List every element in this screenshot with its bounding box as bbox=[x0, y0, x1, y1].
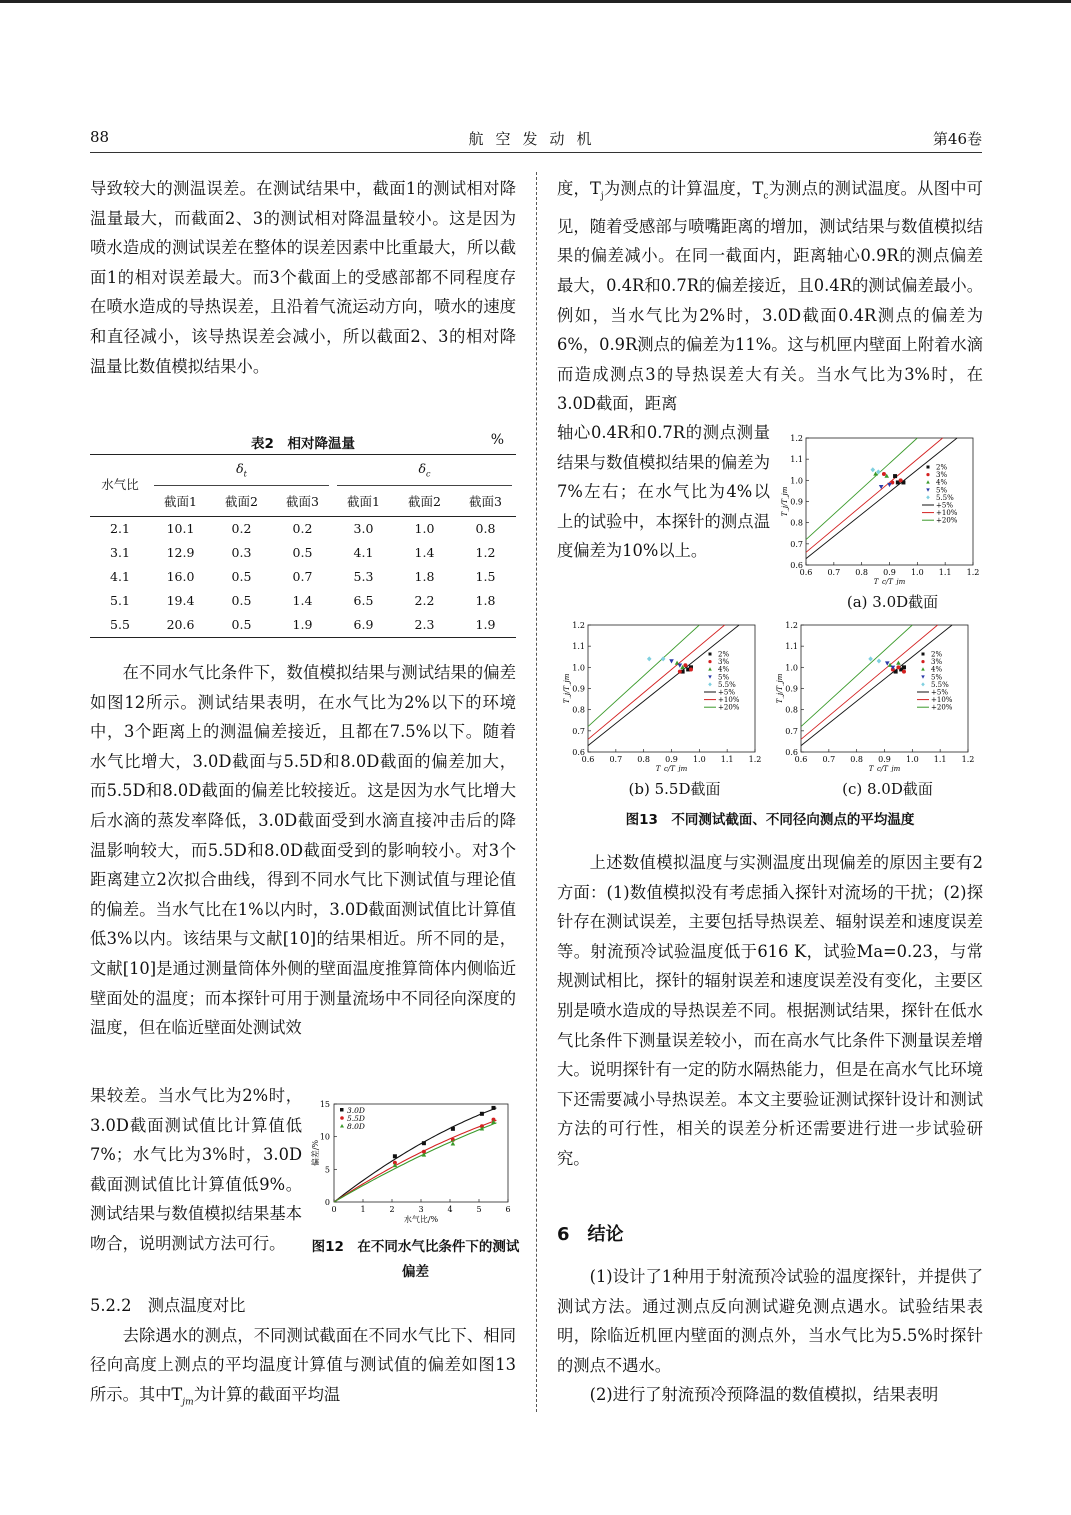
section-heading: 5.2.2 测点温度对比 bbox=[90, 1296, 246, 1315]
table-cell: 0.5 bbox=[231, 616, 252, 632]
figure-13a bbox=[778, 430, 983, 615]
left-column-wrap bbox=[90, 1081, 302, 1259]
x-tick-label: 0.7 bbox=[822, 755, 836, 764]
legend-label: 8.0D bbox=[347, 1122, 365, 1131]
right-column-3 bbox=[557, 1262, 983, 1410]
paragraph: 在不同水气比条件下，数值模拟结果与测试结果的偏差如图12所示。测试结果表明，在水气比为2%以下的环境中，3个距离上的测温偏差接近，且都在7.5%以下。随着水气比增大，3.0D截面与5.5D和8.0D截面的偏差加大，而5.5D和8.0D截面的偏差比较接近。这是因为水气比增大后水滴的蒸发率降低，3.0D截面受到水滴直接冲击后的降温影响较大，而5.5D和8.0D截面受到的影响较小。对3个距离建立2次拟合曲线，得到不同水气比下测试值与理论值的偏差。当水气比在1%以内时，3.0D截面测试值比计算值低3%以内。该结果与文献[10]的结果相近。所不同的是，文献[10]是通过测量筒体外侧的壁面温度推算筒体内侧临近壁面处的温度；而本探针可用于测量流场中不同径向深度的温度，但在临近壁面处测试效 bbox=[90, 663, 516, 1038]
table-cell: 0.8 bbox=[475, 520, 496, 536]
legend-marker bbox=[340, 1124, 344, 1128]
table-cell: 19.4 bbox=[166, 592, 195, 608]
x-tick-label: 0.7 bbox=[609, 755, 623, 764]
data-point bbox=[683, 663, 687, 667]
paragraph: 果较差。当水气比为2%时，3.0D截面测试值比计算值低7%；水气比为3%时，3.0D截面测试值比计算值低9%。测试结果与数值模拟结果基本吻合，说明测试方法可行。 bbox=[90, 1086, 302, 1253]
legend-label: +5% bbox=[718, 688, 735, 697]
data-point bbox=[647, 656, 652, 661]
y-tick-label: 0.8 bbox=[572, 705, 585, 715]
x-tick-label: 1.2 bbox=[966, 568, 980, 577]
data-point bbox=[882, 472, 886, 476]
paragraph: (2)进行了射流预冷预降温的数值模拟，结果表明 bbox=[589, 1385, 939, 1405]
legend-label: +20% bbox=[931, 703, 953, 712]
y-tick-label: 0 bbox=[324, 1198, 330, 1207]
y-tick-label: 0.8 bbox=[785, 705, 798, 715]
y-tick-label: 1.2 bbox=[785, 621, 798, 630]
x-tick-label: 4 bbox=[447, 1205, 453, 1214]
left-column-2 bbox=[90, 658, 516, 1043]
legend-marker bbox=[340, 1116, 344, 1120]
y-tick-label: 0.6 bbox=[790, 561, 803, 570]
legend-label: +20% bbox=[936, 516, 958, 525]
legend-marker bbox=[926, 480, 930, 483]
table-cell: 1.5 bbox=[475, 568, 496, 584]
data-point bbox=[876, 469, 881, 474]
table-cell: 0.3 bbox=[231, 544, 252, 560]
legend-marker bbox=[921, 675, 925, 678]
table-cell: 4.1 bbox=[110, 568, 130, 584]
y-axis-label: 偏差/% bbox=[311, 1139, 320, 1167]
y-axis-label: T_j/T_jm bbox=[563, 673, 571, 704]
legend-label: 5.5% bbox=[718, 680, 736, 689]
data-point bbox=[877, 658, 882, 663]
y-axis-label: T_j/T_jm bbox=[781, 486, 789, 517]
y-tick-label: 0.9 bbox=[790, 497, 803, 507]
left-column-3 bbox=[90, 1291, 516, 1418]
table-cell: 0.2 bbox=[231, 520, 252, 536]
header-delta-t: $\delta_t$ bbox=[154, 459, 329, 486]
legend-marker bbox=[708, 682, 712, 686]
figure-12-chart bbox=[308, 1092, 523, 1227]
table-cell: 1.8 bbox=[475, 592, 496, 608]
data-point bbox=[896, 665, 900, 669]
table-row bbox=[90, 516, 516, 541]
y-tick-label: 0.6 bbox=[572, 748, 585, 757]
legend-marker bbox=[927, 466, 930, 469]
paragraph: (1)设计了1种用于射流预冷试验的温度探针，并提供了测试方法。通过测点反向测试避免测点遇水。试验结果表明，除临近机匣内壁面的测点外，当水气比为5.5%时探针的测点不遇水。 bbox=[557, 1267, 983, 1375]
data-point bbox=[480, 1112, 484, 1116]
legend-label: 3% bbox=[936, 471, 948, 480]
subheader: 截面3 bbox=[286, 493, 319, 509]
legend-label: 4% bbox=[936, 478, 948, 487]
paragraph: 导致较大的测温误差。在测试结果中，截面1的测试相对降温量最大，而截面2、3的测试相对降温量较小。这是因为喷水造成的测试误差在整体的误差因素中比重最大，所以截面1的相对误差最大。而3个截面上的受感部都不同程度存在喷水造成的导热误差，且沿着气流运动方向，喷水的速度和直径减小，该导热误差会减小，所以截面2、3的相对降温量比数值模拟结果小。 bbox=[90, 179, 516, 376]
reference-line-+10% bbox=[806, 438, 943, 552]
legend-label: 4% bbox=[931, 665, 943, 674]
y-tick-label: 1.0 bbox=[790, 476, 803, 486]
legend-label: 5% bbox=[931, 673, 943, 682]
legend-label: +10% bbox=[718, 696, 740, 705]
table-cell: 12.9 bbox=[166, 544, 195, 560]
table-title: 表2 相对降温量 bbox=[251, 436, 355, 452]
legend-label: 5% bbox=[936, 486, 948, 495]
legend-marker bbox=[708, 675, 712, 678]
reference-line-+10% bbox=[588, 625, 725, 739]
legend-label: 2% bbox=[931, 650, 943, 659]
column-divider bbox=[536, 172, 537, 1412]
y-tick-label: 0.7 bbox=[572, 726, 585, 736]
x-tick-label: 0.9 bbox=[665, 755, 678, 764]
reference-line-+5% bbox=[801, 625, 952, 746]
legend-marker bbox=[921, 682, 925, 686]
legend-label: 5.5D bbox=[347, 1114, 365, 1123]
figure-12 bbox=[308, 1092, 523, 1287]
y-tick-label: 0.7 bbox=[790, 539, 803, 549]
right-column-wrap bbox=[557, 418, 770, 566]
x-tick-label: 0.6 bbox=[581, 755, 595, 764]
y-tick-label: 1.0 bbox=[572, 663, 585, 673]
reference-line-+5% bbox=[588, 625, 739, 746]
data-point bbox=[451, 1127, 455, 1131]
x-tick-label: 1.1 bbox=[933, 755, 947, 764]
legend-label: 5.5% bbox=[936, 493, 954, 502]
data-point bbox=[393, 1154, 397, 1158]
legend-marker bbox=[708, 667, 712, 670]
y-tick-label: 10 bbox=[319, 1132, 330, 1142]
legend-marker bbox=[926, 473, 929, 476]
data-point bbox=[669, 659, 674, 663]
x-tick-label: 0.7 bbox=[827, 568, 841, 577]
figure-13-caption: 图13 不同测试截面、不同径向测点的平均温度 bbox=[625, 812, 915, 828]
data-point bbox=[868, 656, 873, 661]
running-header bbox=[90, 128, 982, 150]
x-tick-label: 1.0 bbox=[910, 568, 924, 577]
legend-label: 5.5% bbox=[931, 680, 949, 689]
x-tick-label: 0.9 bbox=[878, 755, 891, 764]
paragraph: 上述数值模拟温度与实测温度出现偏差的原因主要有2方面：(1)数值模拟没有考虑插入探针对流场的干扰；(2)探针存在测试误差，主要包括导热误差、辐射误差和速度误差等。射流预冷试验温度低于616 K，试验Ma=0.23，与常规测试相比，探针的辐射误差和速度误差没有变化，主要区别是喷水造成的导热误差不同。根据测试结果，探针在低水气比条件下测量误差较小，而在高水气比条件下测量误差增大。说明探针有一定的防水隔热能力，但是在高水气比环境下还需要减小导热误差。本文主要验证测试探针设计和测试方法的可行性，相关的误差分析还需要进行进一步试验研究。 bbox=[557, 853, 983, 1168]
y-tick-label: 1.0 bbox=[785, 663, 798, 673]
table-cell: 1.4 bbox=[292, 592, 313, 608]
paragraph: 去除遇水的测点，不同测试截面在不同水气比下、相同径向高度上测点的平均温度计算值与测试值的偏差如图13所示。其中$T_{jm}$为计算的截面平均温 bbox=[90, 1325, 516, 1408]
legend-label: 3% bbox=[931, 658, 943, 667]
figure-13b-chart bbox=[560, 617, 765, 772]
table-2 bbox=[90, 430, 516, 638]
table-cell: 5.5 bbox=[110, 616, 130, 632]
header-delta-c: $\delta_c$ bbox=[337, 459, 512, 486]
subheader: 截面2 bbox=[225, 493, 258, 509]
legend-marker bbox=[709, 653, 712, 656]
subheader-row bbox=[90, 488, 516, 517]
data-table bbox=[90, 454, 516, 638]
x-tick-label: 0.9 bbox=[883, 568, 896, 577]
legend-label: 5% bbox=[718, 673, 730, 682]
reference-line-+20% bbox=[588, 625, 699, 727]
table-cell: 0.5 bbox=[292, 544, 313, 560]
x-tick-label: 1.2 bbox=[961, 755, 975, 764]
x-tick-label: 0.6 bbox=[799, 568, 813, 577]
paragraph: 轴心0.4R和0.7R的测点测量结果与数值模拟结果的偏差为7%左右；在水气比为4%以上的试验中，本探针的测点温度偏差为10%以上。 bbox=[557, 423, 770, 561]
y-tick-label: 0.8 bbox=[790, 518, 803, 528]
right-column bbox=[557, 174, 983, 419]
data-point bbox=[893, 474, 897, 478]
table-cell: 1.2 bbox=[475, 544, 496, 560]
reference-line-+10% bbox=[801, 625, 938, 739]
table-row bbox=[90, 613, 516, 638]
figure-13c bbox=[773, 617, 978, 802]
legend-marker bbox=[926, 495, 930, 499]
data-point bbox=[492, 1106, 496, 1110]
legend-label: 3.0D bbox=[347, 1106, 365, 1115]
table-cell: 1.9 bbox=[292, 616, 313, 632]
table-cell: 2.1 bbox=[110, 520, 130, 536]
legend-label: 2% bbox=[718, 650, 730, 659]
table-cell: 6.9 bbox=[353, 616, 374, 632]
table-cell: 5.1 bbox=[110, 592, 130, 608]
legend-marker bbox=[921, 660, 924, 663]
x-tick-label: 5 bbox=[476, 1205, 482, 1214]
table-row bbox=[90, 541, 516, 565]
table-cell: 1.0 bbox=[414, 520, 435, 536]
legend-label: 3% bbox=[718, 658, 730, 667]
figure-12-caption: 图12 在不同水气比条件下的测试偏差 bbox=[311, 1239, 520, 1280]
x-tick-label: 0.8 bbox=[637, 755, 651, 764]
table-cell: 20.6 bbox=[166, 616, 195, 632]
figure-13c-chart bbox=[773, 617, 978, 772]
table-cell: 10.1 bbox=[166, 520, 195, 536]
x-axis-label: T_c/T_jm bbox=[873, 578, 906, 585]
table-cell: 2.3 bbox=[414, 616, 435, 632]
left-column bbox=[90, 174, 516, 381]
table-cell: 1.4 bbox=[414, 544, 435, 560]
data-point bbox=[899, 478, 903, 482]
legend-label: +5% bbox=[936, 501, 953, 510]
table-cell: 0.7 bbox=[292, 568, 313, 584]
panel-label: (c) 8.0D截面 bbox=[842, 780, 933, 798]
legend-label: +10% bbox=[936, 509, 958, 518]
data-point bbox=[689, 667, 693, 671]
y-tick-label: 1.1 bbox=[790, 455, 803, 465]
journal-name: 航空发动机 bbox=[468, 130, 604, 148]
y-axis-label: T_j/T_jm bbox=[776, 673, 784, 704]
x-tick-label: 1 bbox=[360, 1205, 366, 1214]
legend-marker bbox=[926, 488, 930, 491]
legend-label: 2% bbox=[936, 463, 948, 472]
legend-marker bbox=[708, 660, 711, 663]
data-point bbox=[887, 483, 892, 487]
legend-label: +20% bbox=[718, 703, 740, 712]
y-tick-label: 1.2 bbox=[790, 434, 803, 443]
legend-marker bbox=[921, 667, 925, 670]
table-row bbox=[90, 565, 516, 589]
x-tick-label: 6 bbox=[505, 1205, 511, 1214]
section-6-heading bbox=[557, 1220, 983, 1250]
x-tick-label: 0.8 bbox=[855, 568, 869, 577]
y-tick-label: 5 bbox=[324, 1165, 330, 1175]
data-point bbox=[902, 670, 906, 674]
subheader: 截面1 bbox=[347, 493, 380, 509]
x-tick-label: 1.0 bbox=[905, 755, 919, 764]
volume-number: 第46卷 bbox=[932, 130, 982, 148]
x-tick-label: 0.8 bbox=[850, 755, 864, 764]
x-tick-label: 3 bbox=[418, 1205, 424, 1214]
reference-line-+5% bbox=[806, 438, 957, 559]
legend-label: 4% bbox=[718, 665, 730, 674]
table-cell: 5.3 bbox=[353, 568, 374, 584]
y-tick-label: 1.1 bbox=[785, 642, 798, 652]
table-cell: 6.5 bbox=[353, 592, 374, 608]
y-tick-label: 0.6 bbox=[785, 748, 798, 757]
x-tick-label: 1.2 bbox=[748, 755, 762, 764]
x-axis-label: T_c/T_jm bbox=[655, 765, 688, 772]
page-number: 88 bbox=[90, 128, 110, 146]
table-cell: 1.9 bbox=[475, 616, 496, 632]
table-unit: % bbox=[490, 432, 504, 448]
fit-curve-8.0D bbox=[334, 1123, 496, 1202]
x-tick-label: 1.0 bbox=[692, 755, 706, 764]
section-title: 6 结论 bbox=[557, 1224, 624, 1245]
legend-label: +5% bbox=[931, 688, 948, 697]
reference-line-+20% bbox=[806, 438, 917, 540]
data-point bbox=[871, 467, 876, 472]
table-cell: 0.5 bbox=[231, 568, 252, 584]
figure-13a-chart bbox=[778, 430, 983, 585]
data-point bbox=[678, 670, 682, 674]
x-axis-label: T_c/T_jm bbox=[868, 765, 901, 772]
table-cell: 0.5 bbox=[231, 592, 252, 608]
y-tick-label: 0.9 bbox=[572, 684, 585, 694]
table-cell: 3.1 bbox=[110, 544, 130, 560]
data-point bbox=[902, 665, 906, 669]
subheader: 截面2 bbox=[408, 493, 441, 509]
table-cell: 3.0 bbox=[353, 520, 374, 536]
x-tick-label: 0 bbox=[331, 1205, 337, 1214]
right-column-2 bbox=[557, 848, 983, 1174]
data-point bbox=[422, 1141, 426, 1145]
reference-line-+20% bbox=[801, 625, 912, 727]
table-cell: 0.2 bbox=[292, 520, 313, 536]
table-cell: 16.0 bbox=[166, 568, 195, 584]
panel-label: (b) 5.5D截面 bbox=[628, 780, 721, 798]
paragraph: 度，$T_j$为测点的计算温度，$T_c$为测点的测试温度。从图中可见，随着受感部与喷嘴距离的增加，测试结果与数值模拟结果的偏差减小。在同一截面内，距离轴心0.9R的测点偏差最大，0.4R和0.7R的偏差接近，且0.4R的测试偏差最小。例如，当水气比为2%时，3.0D截面0.4R测点的偏差为6%，0.9R测点的偏差为11%。这与机匣内壁面上附着水滴而造成测点3的导热误差大有关。当水气比为3%时，在3.0D截面，距离 bbox=[557, 179, 983, 414]
y-tick-label: 0.7 bbox=[785, 726, 798, 736]
y-tick-label: 15 bbox=[319, 1100, 330, 1109]
x-tick-label: 2 bbox=[389, 1205, 395, 1214]
subheader: 截面1 bbox=[164, 493, 197, 509]
y-tick-label: 1.2 bbox=[572, 621, 585, 630]
header-water-ratio: 水气比 bbox=[101, 477, 139, 493]
table-row bbox=[90, 589, 516, 613]
x-axis-label: 水气比/% bbox=[403, 1215, 439, 1224]
top-rule bbox=[0, 0, 1071, 3]
table-cell: 1.8 bbox=[414, 568, 435, 584]
legend-marker bbox=[340, 1108, 344, 1112]
data-point bbox=[896, 661, 901, 665]
y-tick-label: 0.9 bbox=[785, 684, 798, 694]
header-rule bbox=[90, 152, 982, 153]
subheader: 截面3 bbox=[469, 493, 502, 509]
panel-label: (a) 3.0D截面 bbox=[846, 593, 939, 611]
x-tick-label: 1.1 bbox=[720, 755, 734, 764]
x-tick-label: 0.6 bbox=[794, 755, 808, 764]
figure-13b bbox=[560, 617, 765, 802]
table-cell: 4.1 bbox=[353, 544, 374, 560]
legend-marker bbox=[922, 653, 925, 656]
y-tick-label: 1.1 bbox=[572, 642, 585, 652]
x-tick-label: 1.1 bbox=[938, 568, 952, 577]
legend-label: +10% bbox=[931, 696, 953, 705]
table-cell: 2.2 bbox=[414, 592, 435, 608]
